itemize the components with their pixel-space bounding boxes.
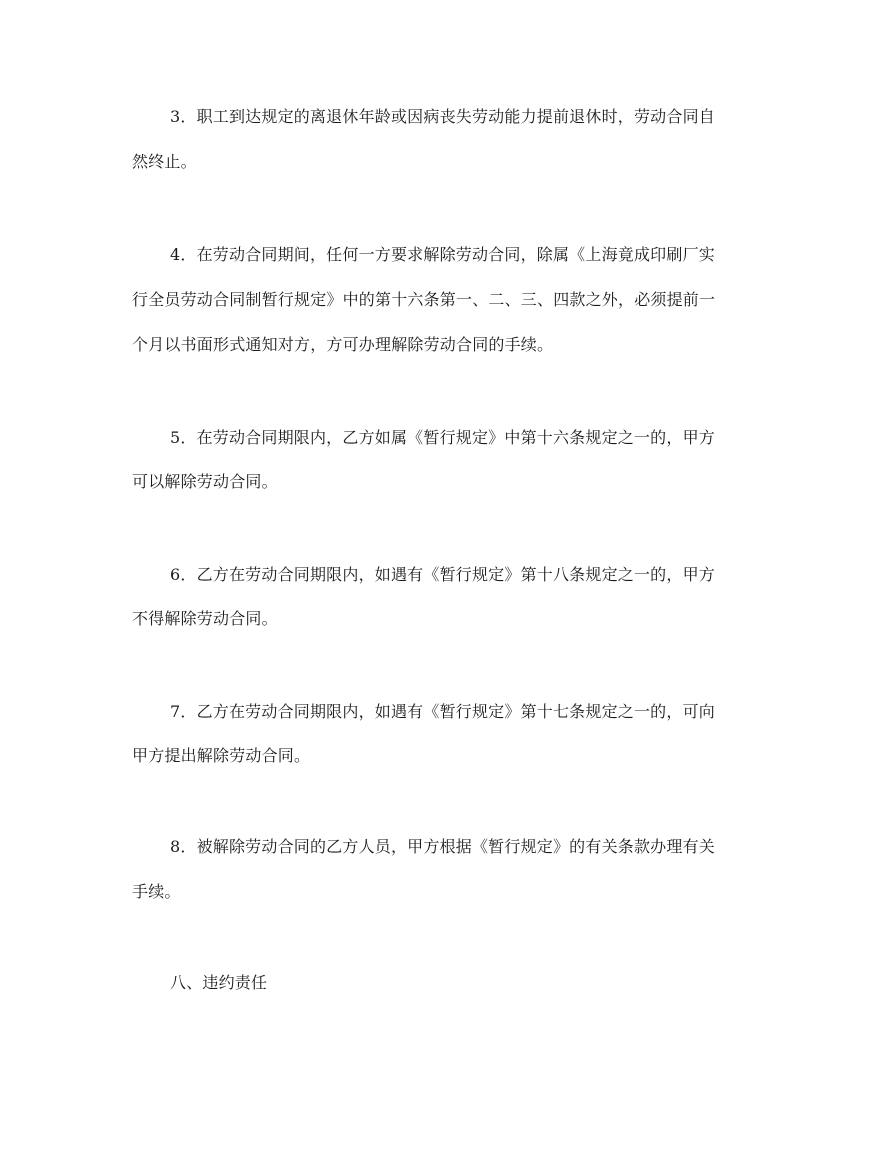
paragraph-7-line-1: 7．乙方在劳动合同期限内，如遇有《暂行规定》第十七条规定之一的，可向 [170, 702, 715, 721]
paragraph-5-line-1: 5．在劳动合同期限内，乙方如属《暂行规定》中第十六条规定之一的，甲方 [170, 428, 715, 447]
paragraph-3-line-2: 然终止。 [132, 152, 197, 171]
paragraph-6-line-1: 6．乙方在劳动合同期限内，如遇有《暂行规定》第十八条规定之一的，甲方 [170, 565, 715, 584]
paragraph-5-line-2: 可以解除劳动合同。 [132, 472, 278, 491]
paragraph-4-line-2: 行全员劳动合同制暂行规定》中的第十六条第一、二、三、四款之外，必须提前一 [132, 290, 716, 309]
paragraph-8-line-1: 8．被解除劳动合同的乙方人员，甲方根据《暂行规定》的有关条款办理有关 [170, 837, 715, 856]
section-heading: 八、违约责任 [170, 973, 268, 992]
paragraph-3-line-1: 3．职工到达规定的离退休年龄或因病丧失劳动能力提前退休时，劳动合同自 [170, 107, 715, 126]
paragraph-6-line-2: 不得解除劳动合同。 [132, 609, 278, 628]
paragraph-7-line-2: 甲方提出解除劳动合同。 [132, 746, 311, 765]
paragraph-4-line-3: 个月以书面形式通知对方，方可办理解除劳动合同的手续。 [132, 335, 554, 354]
paragraph-4-line-1: 4．在劳动合同期间，任何一方要求解除劳动合同，除属《上海竟成印刷厂实 [170, 245, 715, 264]
paragraph-8-line-2: 手续。 [132, 882, 181, 901]
